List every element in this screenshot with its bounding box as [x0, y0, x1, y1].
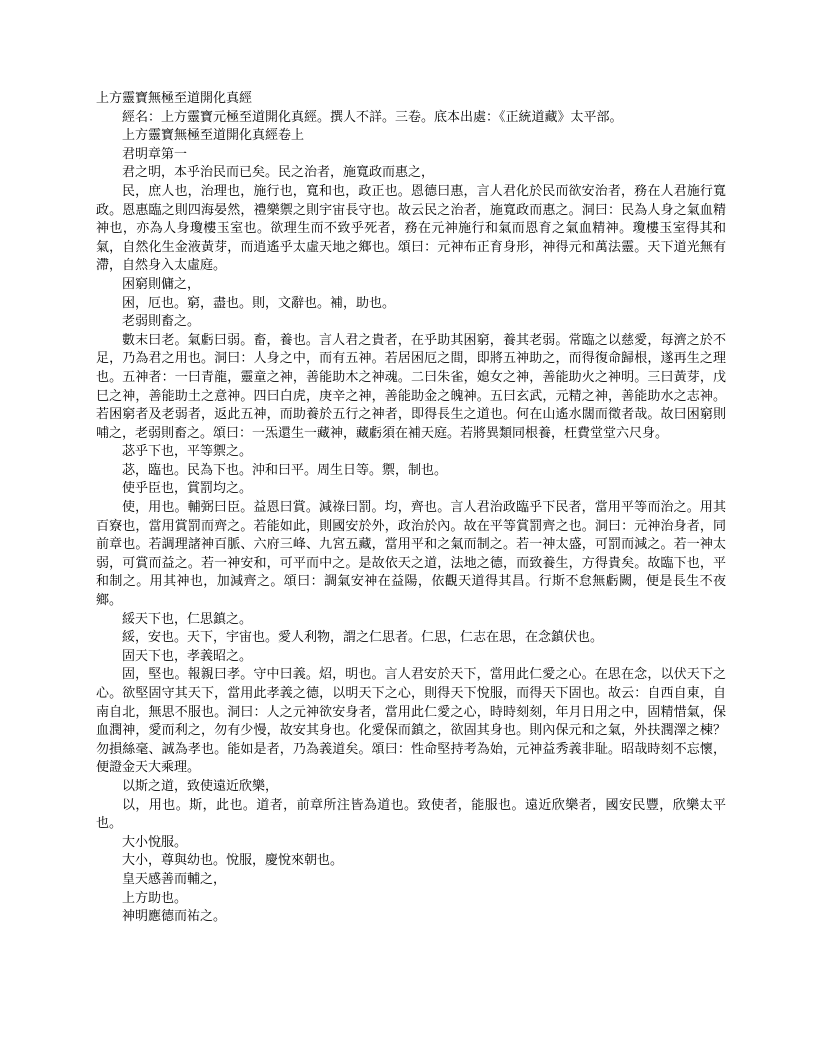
- bibliographic-note: 經名：上方靈寶元極至道開化真經。撰人不詳。三卷。底本出處：《正統道藏》太平部。: [122, 109, 623, 125]
- scripture-verse: 困窮則傭之，: [122, 276, 201, 292]
- commentary-paragraph: 固，堅也。報親曰孝。守中曰義。炤，明也。言人君安於天下，當用此仁愛之心。在思在念，以伏天下之心。欲堅固守其天下，當用此孝義之德，以明天下之心，則得天下悅服，而得天下固也。故云：自西自東，自南自北，無思不服也。洞曰：人之元神欲安身者，當用此仁愛之心，時時刻刻，年月日用之中，固精惜氣，保血潤神，愛而利之，勿有少慢，故安其身也。化愛保而鎮之，欲固其身也。則內保元和之氣，外扶潤澤之棟？勿損絲毫、誠為孝也。能如是者，乃為義道矣。頌曰：性命堅持考為始，元神益秀義非耻。昭哉時刻不忘懷，便證金天大乘理。: [96, 667, 726, 776]
- scripture-verse: 大小悅服。: [122, 834, 188, 850]
- commentary-paragraph: 上方助也。: [122, 890, 188, 906]
- scripture-verse: 綏天下也，仁思鎮之。: [122, 611, 253, 627]
- scripture-verse: 苾乎下也，平等禦之。: [122, 444, 253, 460]
- commentary-paragraph: 綏，安也。天下，宇宙也。愛人利物，謂之仁思者。仁思，仁志在思，在念鎮伏也。: [122, 630, 604, 646]
- volume-heading: 上方靈寶無極至道開化真經卷上: [122, 128, 305, 144]
- commentary-paragraph: 以，用也。斯，此也。道者，前章所注皆為道也。致使者，能服也。遠近欣樂者，國安民豐，欣樂太平也。: [96, 797, 726, 832]
- chapter-heading: 君明章第一: [122, 146, 188, 162]
- commentary-paragraph: 使，用也。輔弼曰臣。益恩曰賞。減祿曰罰。均，齊也。言人君治政臨乎下民者，當用平等而治之。用其百寮也，當用賞罰而齊之。若能如此，則國安於外，政治於內。故在平等賞罰齊之也。洞曰：元神治身者，同前章也。若調理諸神百脈、六府三峰、九宮五藏，當用平和之氣而制之。若一神太盛，可罰而減之。若一神太弱，可賞而益之。若一神安和，可平而中之。是故依天之道，法地之德，而致養生，方得貴矣。故臨下也，平和制之。用其神也，加減齊之。頌曰：調氣安神在益陽，依觀天道得其昌。行斯不怠無虧闕，便是長生不夜鄉。: [96, 500, 726, 609]
- commentary-paragraph: 民，庶人也，治理也，施行也，寬和也，政正也。恩德曰惠，言人君化於民而欲安治者，務在人君施行寬政。恩惠臨之則四海晏然，禮樂禦之則宇宙長守也。故云民之治者，施寬政而惠之。洞曰：民為人身之氣血精神也，亦為人身瓊樓玉室也。欲理生而不致乎死者，務在元神施行和氣而恩育之氣血精神。瓊樓玉室得其和氣，自然化生金液黃芽，而逍遙乎太虛天地之鄉也。頌曰：元神布正育身形，神得元和萬法靈。天下道光無有滯，自然身入太虛庭。: [96, 183, 726, 274]
- scripture-verse: 君之明，本乎治民而已矣。民之治者，施寬政而惠之，: [122, 165, 435, 181]
- document-body: [96, 90, 726, 927]
- scripture-verse: 皇天感善而輔之，: [122, 871, 227, 887]
- commentary-paragraph: 困，厄也。窮，盡也。則，文辭也。補，助也。: [122, 295, 396, 311]
- document-title: 上方靈寶無極至道開化真經: [96, 91, 253, 106]
- commentary-paragraph: 大小，尊與幼也。悅服，慶悅來朝也。: [122, 853, 344, 869]
- scripture-verse: 以斯之道，致使遠近欣樂，: [122, 778, 279, 794]
- commentary-paragraph: 數末曰老。氣虧曰弱。畜，養也。言人君之貴者，在乎助其困窮，養其老弱。常臨之以慈愛，每濟之於不足，乃為君之用也。洞曰：人身之中，而有五神。若居困厄之間，即將五神助之，而得復命歸根，遂再生之理也。五神者：一曰青龍，靈童之神，善能助木之神魂。二曰朱雀，媳女之神，善能助火之神明。三曰黃芽，戊巳之神，善能助土之意神。四曰白虎，庚辛之神，善能助金之魄神。五曰玄武，元精之神，善能助水之志神。若困窮者及老弱者，返此五神，而助養於五行之神者，即得長生之道也。何在山遙水闊而徵者哉。故曰困窮則哺之，老弱則畜之。頌曰：一炁還生一藏神，藏虧須在補天庭。若將異類同根養，枉費堂堂六尺身。: [96, 332, 726, 441]
- commentary-paragraph: 苾，臨也。民為下也。沖和曰平。周生日等。禦，制也。: [122, 462, 448, 478]
- scripture-verse: 使乎臣也，賞罰均之。: [122, 481, 253, 497]
- scripture-verse: 固天下也，孝義昭之。: [122, 648, 253, 664]
- scripture-verse: 神明應德而祐之。: [122, 909, 227, 925]
- scripture-verse: 老弱則畜之。: [122, 314, 201, 330]
